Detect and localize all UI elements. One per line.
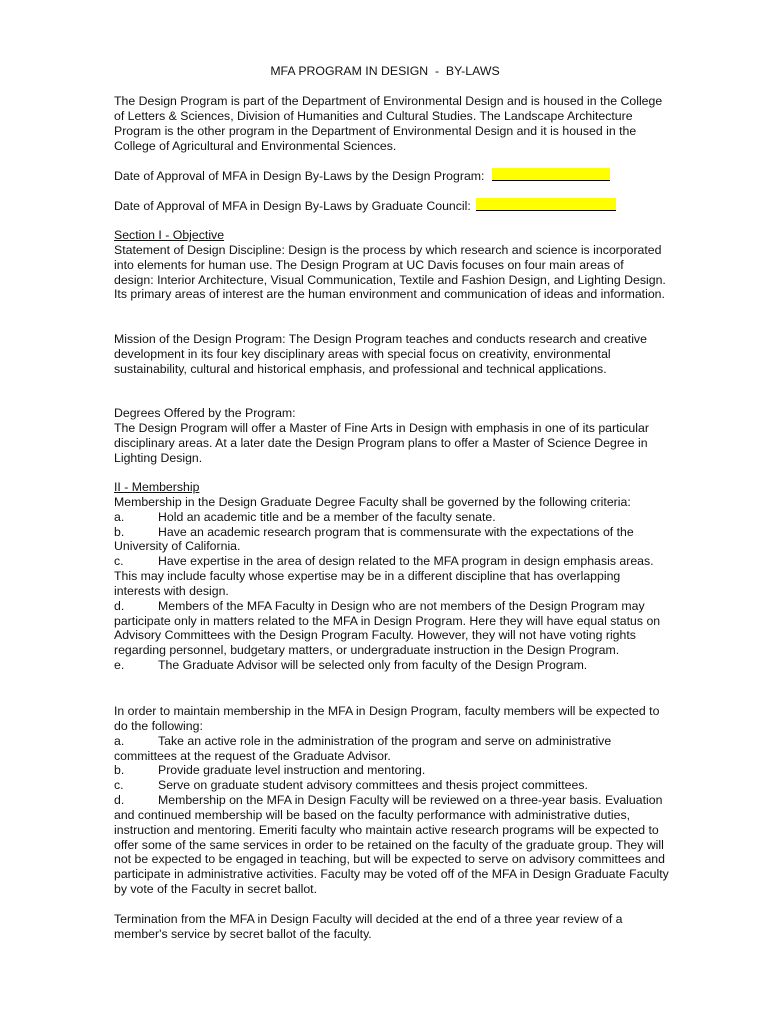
membership-intro: Membership in the Design Graduate Degree Faculty shall be governed by the following criteria: (114, 494, 631, 509)
document-title: MFA PROGRAM IN DESIGN - BY-LAWS (270, 64, 500, 78)
mission-text: Mission of the Design Program: The Design Program teaches and conducts research and creative development in its four key disciplinary areas with special focus on creativity, environmental sustainability, cultural and historical emphasis, and professional and technical applications. (114, 332, 647, 376)
item-label: d. (114, 793, 125, 808)
section-objective-heading: Section I - Objective (114, 228, 225, 242)
termination-text: Termination from the MFA in Design Faculty will decided at the end of a three year review of a member's service by secret ballot of the faculty. (114, 912, 623, 941)
item-text: Serve on graduate student advisory committees and thesis project committees. (158, 778, 588, 793)
list-item (114, 778, 670, 793)
item-label: b. (114, 763, 125, 778)
list-item (114, 763, 670, 778)
section-membership-heading: II - Membership (114, 480, 200, 494)
degrees-paragraph (114, 406, 666, 465)
item-text: Take an active role in the administration of the program and serve on administrative committees at the request of the Graduate Advisor. (114, 733, 612, 763)
item-text: Have an academic research program that is commensurate with the expectations of the University of California. (114, 524, 634, 554)
section-objective (114, 228, 666, 302)
duties-list (114, 734, 670, 897)
list-item (114, 793, 670, 897)
item-label: d. (114, 598, 125, 613)
list-item (114, 525, 670, 555)
maintain-membership (114, 704, 670, 897)
approval-program-label: Date of Approval of MFA in Design By-Laws by the Design Program: (114, 169, 485, 183)
intro-paragraph (114, 94, 666, 153)
item-text: The Graduate Advisor will be selected only from faculty of the Design Program. (158, 658, 588, 673)
approval-program-line (114, 168, 714, 184)
item-text: Members of the MFA Faculty in Design who are not members of the Design Program may participate only in matters related to the MFA in Design Program. Here they will have equal status on Advisory Committees with the Design Program Faculty. However, they will not have voting rights regarding personnel, budgetary matters, or undergraduate instruction in the Design Program. (114, 598, 661, 658)
item-text: Hold an academic title and be a member of the faculty senate. (158, 509, 496, 524)
approval-council-line (114, 198, 714, 214)
list-item (114, 658, 670, 673)
approval-program-blank[interactable] (492, 168, 610, 181)
membership-criteria-list (114, 510, 670, 673)
list-item (114, 554, 670, 599)
list-item (114, 599, 670, 658)
item-label: a. (114, 733, 125, 748)
maintain-intro: In order to maintain membership in the MFA in Design Program, faculty members will be expected to do the following: (114, 704, 660, 733)
list-item (114, 734, 670, 764)
item-label: c. (114, 554, 124, 569)
degrees-heading: Degrees Offered by the Program: (114, 406, 296, 420)
item-label: a. (114, 509, 125, 524)
item-text: Provide graduate level instruction and mentoring. (158, 763, 426, 778)
approval-council-label: Date of Approval of MFA in Design By-Laws by Graduate Council: (114, 199, 471, 213)
intro-text: The Design Program is part of the Department of Environmental Design and is housed in the College of Letters & Sciences, Division of Humanities and Cultural Studies. The Landscape Architecture Program is the other program in the Department of Environmental Design and it is housed in the College of Agricultural and Environmental Sciences. (114, 94, 663, 153)
item-label: c. (114, 778, 124, 793)
item-text: Have expertise in the area of design related to the MFA program in design emphasis areas. This may include faculty whose expertise may be in a different discipline that has overlapping interests with design. (114, 554, 654, 598)
approval-council-blank[interactable] (476, 198, 616, 211)
degrees-text: The Design Program will offer a Master of Fine Arts in Design with emphasis in one of its particular disciplinary areas. At a later date the Design Program plans to offer a Master of Science Degree in Lighting Design. (114, 420, 649, 465)
item-label: b. (114, 524, 125, 539)
item-label: e. (114, 658, 125, 673)
item-text: Membership on the MFA in Design Faculty will be reviewed on a three-year basis. Evaluation and continued membership will be based on the faculty performance with administrative duties, instruction and mentoring. Emeriti faculty who maintain active research programs will be expected to offer some of the same services in order to be retained on the faculty of the graduate group. They will not be expected to be engaged in teaching, but will be expected to serve on advisory committees and participate in administrative activities. Faculty may be voted off of the MFA in Design Graduate Faculty by vote of the Faculty in secret ballot. (114, 793, 669, 897)
design-discipline-statement: Statement of Design Discipline: Design is the process by which research and science is incorporated into elements for human use. The Design Program at UC Davis focuses on four main areas of design: Interior Architecture, Visual Communication, Textile and Fashion Design, and Lighting Design. Its primary areas of interest are the human environment and communication of ideas and information. (114, 242, 666, 302)
section-membership (114, 480, 670, 673)
list-item (114, 510, 670, 525)
mission-paragraph (114, 332, 666, 377)
termination-paragraph (114, 912, 670, 942)
